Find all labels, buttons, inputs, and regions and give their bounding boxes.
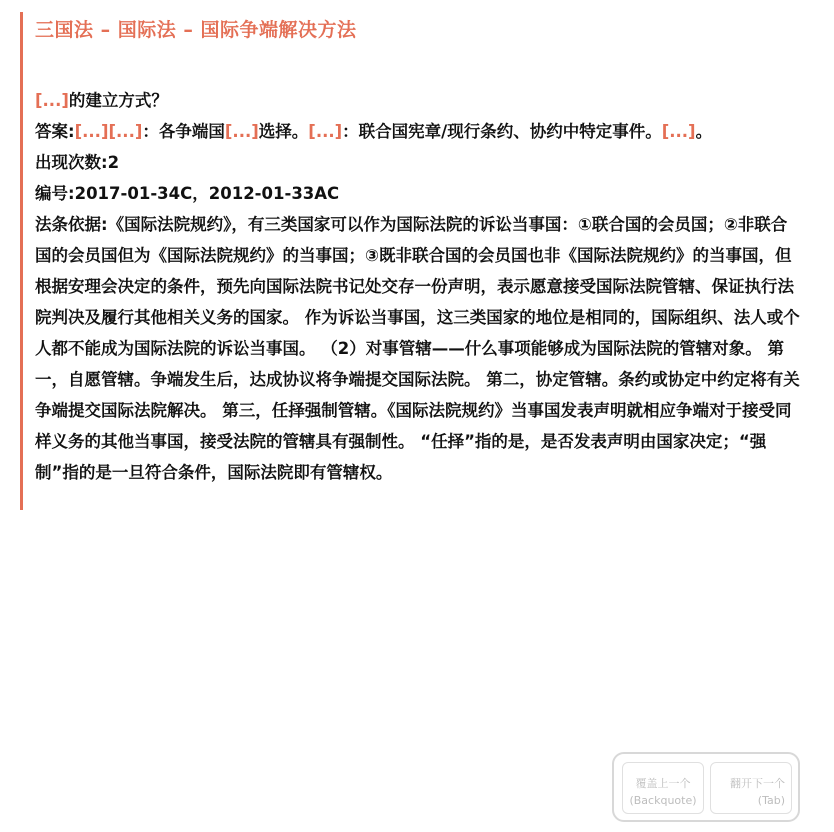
cloze-blank: [...]	[35, 91, 69, 110]
reveal-next-button[interactable]	[710, 762, 792, 814]
legal-basis: 法条依据:《国际法院规约》，有三类国家可以作为国际法院的诉讼当事国：①联合国的会员国；②非联合国的会员国但为《国际法院规约》的当事国；③既非联合国的会员国也非《国际法院规约》的当事国，但根据安理会决定的条件，预先向国际法院书记处交存一份声明，表示愿意接受国际法院管辖、保证执行法院判决及履行其他相关义务的国家。 作为诉讼当事国，这三类国家的地位是相同的，国际组织、法人或个人都不能成为国际法院的诉讼当事国。 （2）对事管辖——什么事项能够成为国际法院的管辖对象。 第一，自愿管辖。争端发生后，达成协议将争端提交国际法院。 第二，协定管辖。条约或协定中约定将有关争端提交国际法院解决。 第三，任择强制管辖。《国际法院规约》当事国发表声明就相应争端对于接受同样义务的其他当事国，接受法院的管辖具有强制性。 “任择”指的是，是否发表声明由国家决定；“强制”指的是一旦符合条件，国际法院即有管辖权。	[35, 215, 800, 482]
cloze-blank: [...]	[74, 122, 109, 141]
cloze-blank: [...]	[108, 122, 143, 141]
answer-text: ：联合国宪章/现行条约、协约中特定事件。	[342, 122, 662, 141]
reveal-next-label: 翻开下一个	[730, 777, 785, 790]
cover-previous-label: 覆盖上一个	[635, 777, 691, 790]
card-title: 三国法 – 国际法 – 国际争端解决方法	[35, 19, 357, 41]
cover-previous-button[interactable]	[622, 762, 704, 814]
answer-label: 答案:	[35, 122, 75, 141]
occurrence-count: 出现次数:2	[35, 153, 120, 172]
card-content	[35, 85, 801, 488]
cloze-blank: [...]	[308, 122, 343, 141]
note-card	[20, 12, 810, 510]
answer-text: 选择。	[258, 122, 309, 141]
review-nav	[612, 752, 800, 822]
answer-text: ：各争端国	[142, 122, 225, 141]
answer-line	[35, 116, 801, 147]
reveal-next-shortcut: (Tab)	[757, 794, 785, 807]
question-line	[35, 85, 801, 116]
cover-previous-shortcut: (Backquote)	[629, 794, 697, 807]
question-ids: 编号:2017-01-34C，2012-01-33AC	[35, 184, 340, 203]
question-text: 的建立方式？	[68, 91, 168, 110]
answer-text: 。	[695, 122, 713, 141]
cloze-blank: [...]	[661, 122, 696, 141]
cloze-blank: [...]	[224, 122, 259, 141]
